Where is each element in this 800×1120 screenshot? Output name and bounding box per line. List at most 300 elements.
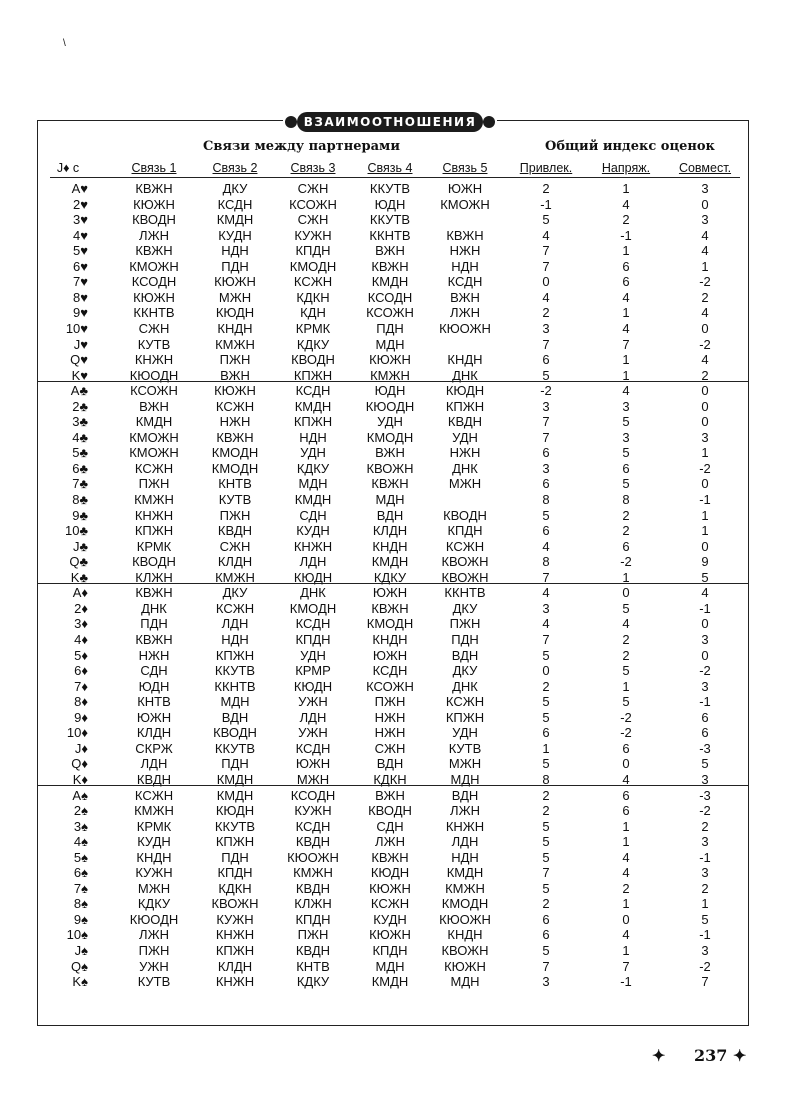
link1-cell: КСОЖН <box>130 383 178 399</box>
compatibility-cell: 4 <box>701 352 709 368</box>
link5-cell: КЮОЖН <box>439 321 491 336</box>
banner-right-cap <box>483 116 495 128</box>
table-row <box>0 974 800 989</box>
link3-cell: КВДН <box>295 880 331 896</box>
card-cell: 7♣ <box>72 476 88 492</box>
link3-cell: КВДН <box>295 943 331 958</box>
card-cell: 2♥ <box>73 196 88 212</box>
attraction-cell: 6 <box>542 352 550 368</box>
attraction-cell: 6 <box>542 927 550 943</box>
card-cell: A♣ <box>70 383 88 399</box>
scan-mark: \ <box>63 38 66 49</box>
card-cell: 5♣ <box>72 445 88 461</box>
link1-cell: КМОЖН <box>129 445 179 461</box>
card-cell: A♥ <box>71 181 88 196</box>
link4-cell: КМДН <box>371 274 409 290</box>
link2-cell: КСДН <box>217 196 253 212</box>
link2-cell: ПЖН <box>219 507 251 523</box>
tension-cell: 1 <box>622 243 630 259</box>
tension-cell: 7 <box>622 336 630 352</box>
link3-cell: КВОДН <box>291 352 335 368</box>
link3-cell: КПДН <box>295 632 331 647</box>
table-row <box>0 337 800 352</box>
link1-cell: КЮОДН <box>129 367 179 383</box>
table-row <box>0 912 800 927</box>
link4-cell: ВЖН <box>375 787 405 803</box>
link4-cell: КЮОДН <box>365 398 415 414</box>
compatibility-cell: 6 <box>701 709 709 725</box>
attraction-cell: 7 <box>542 258 550 274</box>
link2-cell: КЮЖН <box>214 274 256 290</box>
link1-cell: ПЖН <box>138 476 170 492</box>
link3-cell: КРМР <box>295 663 331 678</box>
link2-cell: ККУТВ <box>214 818 256 834</box>
link2-cell: ДКУ <box>222 181 248 196</box>
compatibility-cell: 0 <box>701 398 709 414</box>
link3-cell: КМОДН <box>289 600 337 616</box>
card-cell: K♣ <box>70 569 88 585</box>
tension-cell: 4 <box>622 927 630 943</box>
attraction-cell: 2 <box>542 803 550 818</box>
table-row <box>0 616 800 631</box>
attraction-cell: 5 <box>542 880 550 896</box>
link1-cell: КПЖН <box>134 523 174 539</box>
attraction-cell: 2 <box>542 305 550 321</box>
link5-cell: МДН <box>450 771 480 787</box>
link3-cell: КСДН <box>295 383 331 399</box>
compatibility-cell: -1 <box>699 849 711 865</box>
tension-cell: 4 <box>622 289 630 305</box>
table-row <box>0 197 800 212</box>
link2-cell: КНЖН <box>215 927 255 943</box>
table-row <box>0 212 800 227</box>
compatibility-cell: 4 <box>701 305 709 321</box>
table-row <box>0 445 800 460</box>
link3-cell: ЛДН <box>299 709 327 725</box>
link4-cell: ПДН <box>376 321 404 336</box>
link3-cell: КПЖН <box>293 414 333 430</box>
compatibility-cell: -2 <box>699 274 711 290</box>
link3-cell: КДКУ <box>296 974 330 990</box>
link5-cell: КПЖН <box>445 398 485 414</box>
link3-cell: КЛЖН <box>294 896 332 912</box>
card-cell: 6♥ <box>73 258 88 274</box>
link1-cell: КЛЖН <box>135 569 173 585</box>
link1-cell: КМОЖН <box>129 429 179 445</box>
link1-cell: КНДН <box>136 849 172 865</box>
link4-cell: КСОДН <box>367 289 413 305</box>
compatibility-cell: -2 <box>699 336 711 352</box>
link4-cell: НЖН <box>374 725 406 741</box>
tension-cell: 6 <box>622 803 630 818</box>
attraction-cell: 6 <box>542 911 550 927</box>
tension-cell: -1 <box>620 974 632 990</box>
link5-cell: ПДН <box>451 632 479 647</box>
card-cell: 9♥ <box>73 305 88 321</box>
link2-cell: КМДН <box>216 212 254 228</box>
link3-cell: ДНК <box>300 585 326 601</box>
link4-cell: КВЖН <box>371 600 409 616</box>
link5-cell: КМОДН <box>441 896 489 912</box>
link5-cell: КУТВ <box>448 740 482 756</box>
table-row <box>0 896 800 911</box>
compatibility-cell: 1 <box>701 258 709 274</box>
attraction-cell: 7 <box>542 429 550 445</box>
attraction-cell: 0 <box>542 274 550 290</box>
tension-cell: 1 <box>622 305 630 321</box>
link2-cell: ПЖН <box>219 352 251 368</box>
link1-cell: КРМК <box>136 538 172 554</box>
link3-cell: КСДН <box>295 616 331 632</box>
link2-cell: КПЖН <box>215 943 255 958</box>
compatibility-cell: -1 <box>699 600 711 616</box>
attraction-cell: 6 <box>542 725 550 741</box>
link4-cell: КЛДН <box>372 523 408 539</box>
compatibility-cell: 3 <box>701 834 709 850</box>
attraction-cell: 6 <box>542 445 550 461</box>
link4-cell: КМОДН <box>366 429 414 445</box>
link1-cell: КВЖН <box>135 585 173 601</box>
link1-cell: МЖН <box>137 880 171 896</box>
link1-cell: ПДН <box>140 616 168 632</box>
card-cell: Q♠ <box>70 958 88 974</box>
attraction-cell: 4 <box>542 538 550 554</box>
index-group-header: Общий индекс оценок <box>545 139 715 154</box>
link5-cell: ПЖН <box>449 616 481 632</box>
link5-cell: ЛЖН <box>450 803 480 818</box>
link1-cell: КНЖН <box>134 352 174 368</box>
link1-cell: НЖН <box>138 647 170 663</box>
attraction-cell: 3 <box>542 460 550 476</box>
table-row <box>0 694 800 709</box>
link4-cell: КДКУ <box>373 569 407 585</box>
table-row <box>0 321 800 336</box>
link4-cell: МДН <box>375 492 405 507</box>
link1-cell: КВЖН <box>135 243 173 259</box>
attraction-cell: 5 <box>542 756 550 772</box>
link5-cell: КВЖН <box>446 227 484 243</box>
link2-cell: ВЖН <box>220 367 250 383</box>
table-row <box>0 819 800 834</box>
link2-cell: НДН <box>221 243 249 259</box>
link3-cell: КЮОЖН <box>287 849 339 865</box>
card-cell: Q♥ <box>70 352 88 368</box>
section-banner <box>283 109 497 135</box>
tension-cell: -2 <box>620 709 632 725</box>
table-row <box>0 943 800 958</box>
link5-cell: ДНК <box>452 678 478 694</box>
table-row <box>0 850 800 865</box>
link4-cell: КСОЖН <box>366 678 414 694</box>
attraction-cell: 3 <box>542 398 550 414</box>
link4-cell: ККНТВ <box>369 227 411 243</box>
link3-cell: КПДН <box>295 911 331 927</box>
link1-cell: КУТВ <box>137 336 171 352</box>
link3-cell: КСДН <box>295 818 331 834</box>
link2-cell: КМОДН <box>211 460 259 476</box>
link1-cell: ЛЖН <box>139 927 169 943</box>
attraction-cell: 2 <box>542 678 550 694</box>
link4-cell: МДН <box>375 336 405 352</box>
table-row <box>0 399 800 414</box>
compatibility-cell: -2 <box>699 663 711 678</box>
attraction-cell: 5 <box>542 849 550 865</box>
table-row <box>0 648 800 663</box>
link5-cell: КМОЖН <box>440 196 490 212</box>
table-row <box>0 710 800 725</box>
tension-cell: 2 <box>622 507 630 523</box>
link2-cell: КДКН <box>218 880 252 896</box>
tension-cell: -1 <box>620 227 632 243</box>
link1-cell: КВЖН <box>135 181 173 196</box>
link5-cell: НДН <box>451 258 479 274</box>
link2-cell: СЖН <box>219 538 251 554</box>
card-cell: Q♣ <box>69 554 88 570</box>
tension-cell: 2 <box>622 523 630 539</box>
link5-cell: ДНК <box>452 367 478 383</box>
card-cell: 10♦ <box>66 725 88 741</box>
link5-cell: КПДН <box>447 523 483 539</box>
link1-cell: КЛДН <box>136 725 172 741</box>
link4-cell: УДН <box>377 414 403 430</box>
link2-cell: КМДН <box>216 771 254 787</box>
link3-cell: УЖН <box>298 694 328 710</box>
compatibility-cell: 6 <box>701 725 709 741</box>
link4-cell: КМЖН <box>370 367 410 383</box>
attraction-cell: 2 <box>542 896 550 912</box>
card-cell: 5♦ <box>74 647 88 663</box>
card-cell: 6♦ <box>74 663 88 678</box>
link1-cell: КЮЖН <box>133 196 175 212</box>
tension-cell: 1 <box>622 834 630 850</box>
link4-cell: СДН <box>376 818 404 834</box>
col-header-tension: Напряж. <box>601 161 651 175</box>
link3-cell: КУДН <box>296 523 330 539</box>
link2-cell: НЖН <box>219 414 251 430</box>
link4-cell: КУДН <box>373 911 407 927</box>
attraction-cell: 6 <box>542 523 550 539</box>
tension-cell: 0 <box>622 756 630 772</box>
link5-cell: КЮЖН <box>444 958 486 974</box>
link2-cell: КПЖН <box>215 834 255 850</box>
link4-cell: КСДН <box>372 663 408 678</box>
attraction-cell: 7 <box>542 243 550 259</box>
tension-cell: 7 <box>622 958 630 974</box>
card-cell: J♣ <box>72 538 88 554</box>
card-cell: 9♦ <box>74 709 88 725</box>
link3-cell: КНТВ <box>296 958 330 974</box>
link2-cell: КМОДН <box>211 445 259 461</box>
link5-cell: КЮДН <box>445 383 485 399</box>
tension-cell: 1 <box>622 943 630 958</box>
link2-cell: КНДН <box>217 321 253 336</box>
card-cell: J♥ <box>73 336 88 352</box>
card-cell: 7♥ <box>73 274 88 290</box>
link1-cell: КВОДН <box>132 554 176 570</box>
link2-cell: КУДН <box>218 227 252 243</box>
link1-cell: КРМК <box>136 818 172 834</box>
link2-cell: КЮЖН <box>214 383 256 399</box>
link4-cell: ЛЖН <box>375 834 405 850</box>
link5-cell: ДКУ <box>452 600 478 616</box>
attraction-cell: 7 <box>542 865 550 881</box>
table-row <box>0 243 800 258</box>
link3-cell: КПДН <box>295 243 331 259</box>
page-number: 237 <box>694 1046 728 1065</box>
tension-cell: 4 <box>622 321 630 336</box>
card-cell: 2♠ <box>73 803 88 818</box>
card-cell: J♠ <box>74 943 88 958</box>
tension-cell: 2 <box>622 212 630 228</box>
compatibility-cell: 4 <box>701 227 709 243</box>
link1-cell: КСЖН <box>134 460 174 476</box>
table-row <box>0 554 800 569</box>
table-row <box>0 228 800 243</box>
tension-cell: 1 <box>622 367 630 383</box>
card-cell: 8♥ <box>73 289 88 305</box>
link4-cell: КВЖН <box>371 258 409 274</box>
compatibility-cell: 2 <box>701 367 709 383</box>
link1-cell: КЮОДН <box>129 911 179 927</box>
table-row <box>0 461 800 476</box>
tension-cell: 0 <box>622 911 630 927</box>
compatibility-cell: -3 <box>699 740 711 756</box>
suit-divider <box>37 381 749 382</box>
compatibility-cell: 9 <box>701 554 709 570</box>
link4-cell: КДКН <box>373 771 407 787</box>
table-row <box>0 508 800 523</box>
link2-cell: КВЖН <box>216 429 254 445</box>
attraction-cell: 5 <box>542 943 550 958</box>
compatibility-cell: 0 <box>701 538 709 554</box>
table-row <box>0 290 800 305</box>
link2-cell: ЛДН <box>221 616 249 632</box>
compatibility-cell: 3 <box>701 678 709 694</box>
table-row <box>0 834 800 849</box>
compatibility-cell: 5 <box>701 911 709 927</box>
diamond-ornament-icon: ✦ <box>733 1046 747 1065</box>
link3-cell: КДКН <box>296 289 330 305</box>
link3-cell: МЖН <box>296 771 330 787</box>
link5-cell: УДН <box>452 725 478 741</box>
link4-cell: КВОЖН <box>366 460 414 476</box>
link1-cell: КНТВ <box>137 694 171 710</box>
link3-cell: КУЖН <box>294 227 332 243</box>
header-divider <box>50 177 740 178</box>
link2-cell: КСЖН <box>215 600 255 616</box>
link1-cell: СДН <box>140 663 168 678</box>
compatibility-cell: 0 <box>701 476 709 492</box>
tension-cell: 3 <box>622 398 630 414</box>
section-title: ВЗАИМООТНОШЕНИЯ <box>297 112 483 132</box>
link1-cell: КУДН <box>137 834 171 850</box>
link5-cell: ДНК <box>452 460 478 476</box>
link1-cell: КМОЖН <box>129 258 179 274</box>
link5-cell: КПЖН <box>445 709 485 725</box>
col-header-link1: Связь 1 <box>131 161 177 175</box>
link1-cell: КВОДН <box>132 212 176 228</box>
link4-cell: ПЖН <box>374 694 406 710</box>
card-cell: 2♦ <box>74 600 88 616</box>
attraction-cell: 2 <box>542 787 550 803</box>
link1-cell: КНЖН <box>134 507 174 523</box>
compatibility-cell: 5 <box>701 756 709 772</box>
link1-cell: ЛЖН <box>139 227 169 243</box>
attraction-cell: 5 <box>542 647 550 663</box>
tension-cell: 1 <box>622 818 630 834</box>
tension-cell: 6 <box>622 460 630 476</box>
link1-cell: КВДН <box>136 771 172 787</box>
card-cell: 9♣ <box>72 507 88 523</box>
table-row <box>0 601 800 616</box>
table-row <box>0 274 800 289</box>
table-row <box>0 632 800 647</box>
compatibility-cell: 3 <box>701 181 709 196</box>
link2-cell: ДКУ <box>222 585 248 601</box>
tension-cell: 4 <box>622 771 630 787</box>
link3-cell: КЮДН <box>293 569 333 585</box>
attraction-cell: 1 <box>542 740 550 756</box>
link2-cell: КЛДН <box>217 554 253 570</box>
attraction-cell: 7 <box>542 569 550 585</box>
card-cell: 7♠ <box>73 880 88 896</box>
link5-cell: МЖН <box>448 756 482 772</box>
table-row <box>0 959 800 974</box>
card-cell: 5♥ <box>73 243 88 259</box>
link3-cell: КРМК <box>295 321 331 336</box>
compatibility-cell: 7 <box>701 974 709 990</box>
col-header-card: J♦ c <box>56 161 80 175</box>
compatibility-cell: 0 <box>701 616 709 632</box>
attraction-cell: 7 <box>542 336 550 352</box>
link2-cell: КНЖН <box>215 974 255 990</box>
card-cell: K♥ <box>71 367 88 383</box>
link4-cell: НЖН <box>374 709 406 725</box>
link3-cell: КДН <box>300 305 326 321</box>
compatibility-cell: 0 <box>701 647 709 663</box>
link4-cell: КВЖН <box>371 476 409 492</box>
link3-cell: КМДН <box>294 398 332 414</box>
attraction-cell: 4 <box>542 616 550 632</box>
table-row <box>0 523 800 538</box>
compatibility-cell: 1 <box>701 445 709 461</box>
col-header-link2: Связь 2 <box>212 161 258 175</box>
tension-cell: 4 <box>622 865 630 881</box>
link4-cell: ККУТВ <box>369 212 411 228</box>
link5-cell: НЖН <box>449 243 481 259</box>
banner-left-cap <box>285 116 297 128</box>
table-row <box>0 430 800 445</box>
table-row <box>0 927 800 942</box>
link3-cell: УДН <box>300 445 326 461</box>
link3-cell: УДН <box>300 647 326 663</box>
suit-divider <box>37 785 749 786</box>
link4-cell: ЮЖН <box>372 647 408 663</box>
link4-cell: ВЖН <box>375 445 405 461</box>
link4-cell: КЮЖН <box>369 352 411 368</box>
col-header-link5: Связь 5 <box>442 161 488 175</box>
link2-cell: КМДН <box>216 787 254 803</box>
tension-cell: 6 <box>622 740 630 756</box>
link2-cell: ПДН <box>221 258 249 274</box>
link3-cell: КНЖН <box>293 538 333 554</box>
card-cell: 4♥ <box>73 227 88 243</box>
card-cell: 3♠ <box>73 818 88 834</box>
link2-cell: НДН <box>221 632 249 647</box>
link4-cell: КПДН <box>372 943 408 958</box>
table-row <box>0 663 800 678</box>
link1-cell: КМЖН <box>134 492 174 507</box>
